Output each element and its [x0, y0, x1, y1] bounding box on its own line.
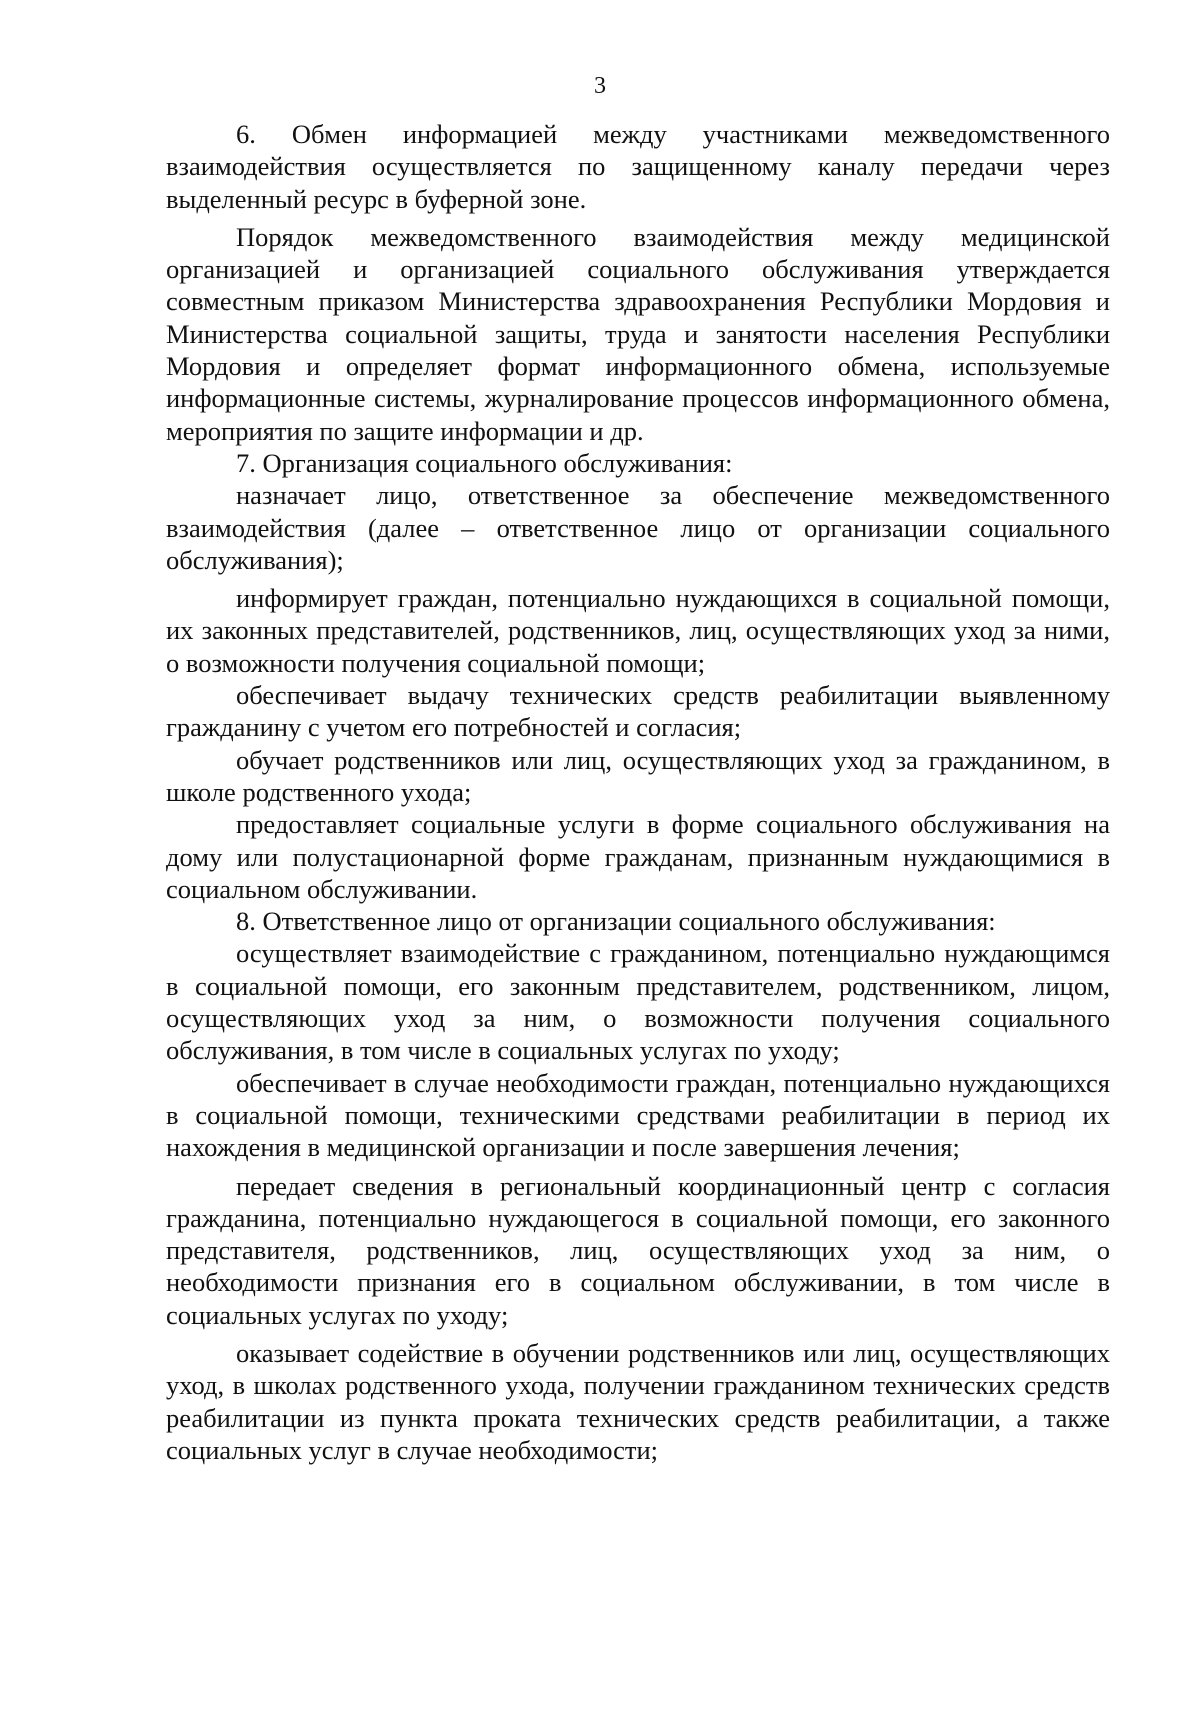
paragraph-7-provides-services: предоставляет социальные услуги в форме социального обслуживания на дому или полустационарной форме гражданам, признанным нуждающимися в социальном обслуживании. — [166, 809, 1110, 904]
paragraph-7-appoints: назначает лицо, ответственное за обеспечение межведомственного взаимодействия (далее – ответственное лицо от организации социального обслуживания); — [166, 480, 1110, 575]
paragraph-interaction-order: Порядок межведомственного взаимодействия между медицинской организацией и организацией социального обслуживания утверждается совместным приказом Министерства здравоохранения Республики Мордовия и Министерства социальной защиты, труда и занятости населения Республики Мордовия и определяет формат информационного обмена, используемые информационные системы, журналирование процессов информационного обмена, мероприятия по защите информации и др. — [166, 221, 1110, 446]
paragraph-8-assists: оказывает содействие в обучении родственников или лиц, осуществляющих уход, в школах родственного ухода, получении гражданином технических средств реабилитации из пункта проката технических средств реабилитации, а также социальных услуг в случае необходимости; — [166, 1337, 1110, 1465]
page-number: 3 — [594, 73, 606, 99]
paragraph-7-informs: информирует граждан, потенциально нуждающихся в социальной помощи, их законных представителей, родственников, лиц, осуществляющих уход за ними, о возможности получения социальной помощи; — [166, 583, 1110, 678]
paragraph-8-ensures: обеспечивает в случае необходимости граждан, потенциально нуждающихся в социальной помощи, техническими средствами реабилитации в период их нахождения в медицинской организации и после завершения лечения; — [166, 1067, 1110, 1163]
paragraph-6-info-exchange: 6. Обмен информацией между участниками межведомственного взаимодействия осуществляется по защищенному каналу передачи через выделенный ресурс в буферной зоне. — [166, 119, 1110, 214]
paragraph-7-heading: 7. Организация социального обслуживания: — [236, 447, 733, 478]
paragraph-8-interacts: осуществляет взаимодействие с гражданином, потенциально нуждающимся в социальной помощи, его законным представителем, родственником, лицом, осуществляющих уход за ним, о возможности получения социального обслуживания, в том числе в социальных услугах по уходу; — [166, 938, 1110, 1066]
paragraph-8-heading: 8. Ответственное лицо от организации социального обслуживания: — [236, 906, 996, 937]
paragraph-8-transfers: передает сведения в региональный координационный центр с согласия гражданина, потенциально нуждающегося в социальной помощи, его законного представителя, родственников, лиц, осуществляющих уход за ним, о необходимости признания его в социальном обслуживании, в том числе в социальных услугах по уходу; — [166, 1170, 1110, 1330]
paragraph-7-trains: обучает родственников или лиц, осуществляющих уход за гражданином, в школе родственного ухода; — [166, 744, 1110, 807]
document-body — [166, 118, 1110, 1466]
paragraph-7-provides-equipment: обеспечивает выдачу технических средств реабилитации выявленному гражданину с учетом его потребностей и согласия; — [166, 680, 1110, 743]
